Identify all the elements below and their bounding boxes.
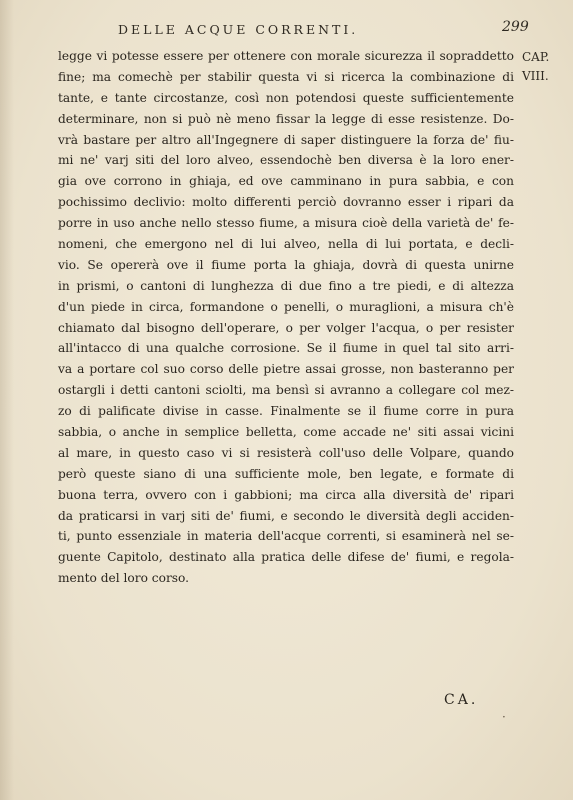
text-line: ostargli i detti cantoni sciolti, ma bensì si avranno a collegare col mez- [58, 383, 514, 398]
text-line: all'intacco di una qualche corrosione. Se il fiume in quel tal sito arri- [58, 341, 514, 356]
text-line: d'un piede in circa, formandone o penelli, o muraglioni, a misura ch'è [58, 299, 514, 314]
text-line: vio. Se opererà ove il fiume porta la ghiaja, dovrà di questa unirne [58, 257, 514, 272]
text-line: buona terra, ovvero con i gabbioni; ma circa alla diversità de' ripari [58, 487, 514, 502]
text-line: porre in uso anche nello stesso fiume, a misura cioè della varietà de' fe- [58, 216, 514, 231]
text-line: guente Capitolo, destinato alla pratica delle difese de' fiumi, e regola- [58, 550, 514, 565]
margin-note-line: VIII. [522, 69, 549, 83]
page-number: 299 [502, 19, 529, 35]
text-line: però queste siano di una sufficiente mole, ben legate, e formate di [58, 466, 514, 481]
page-mark: · [502, 710, 506, 724]
text-line: in prismi, o cantoni di lunghezza di due fino a tre piedi, e di altezza [58, 278, 514, 293]
chapter-margin-note [522, 48, 549, 86]
text-line: zo di palificate divise in casse. Finalmente se il fiume corre in pura [58, 404, 514, 419]
text-line: pochissimo declivio: molto differenti perciò dovranno esser i ripari da [58, 195, 514, 210]
text-line: vrà bastare per altro all'Ingegnere di saper distinguere la forza de' fiu- [58, 132, 514, 147]
text-line: ti, punto essenziale in materia dell'acque correnti, si esaminerà nel se- [58, 529, 514, 544]
text-line: fine; ma comechè per stabilir questa vi si ricerca la combinazione di [58, 69, 514, 84]
text-line: sabbia, o anche in semplice belletta, come accade ne' siti assai vicini [58, 425, 514, 440]
text-line: determinare, non si può nè meno fissar la legge di esse resistenze. Do- [58, 111, 514, 126]
text-line: da praticarsi in varj siti de' fiumi, e secondo le diversità degli acciden- [58, 508, 514, 523]
gutter-shadow [0, 0, 14, 800]
text-line: tante, e tante circostanze, così non potendosi queste sufficientemente [58, 90, 514, 105]
text-line: mento del loro corso. [58, 571, 190, 586]
body-text [58, 46, 514, 589]
catchword: CA. [444, 692, 479, 708]
text-line: va a portare col suo corso delle pietre assai grosse, non basteranno per [58, 362, 514, 377]
margin-note-line: CAP. [522, 50, 550, 64]
text-line: gia ove corrono in ghiaja, ed ove camminano in pura sabbia, e con [58, 174, 514, 189]
text-line: al mare, in questo caso vi si resisterà coll'uso delle Volpare, quando [58, 445, 514, 460]
text-line: nomeni, che emergono nel di lui alveo, nella di lui portata, e decli- [58, 237, 514, 252]
text-line: mi ne' varj siti del loro alveo, essendochè ben diversa è la loro ener- [58, 153, 514, 168]
text-line: legge vi potesse essere per ottenere con morale sicurezza il sopraddetto [58, 49, 514, 63]
text-line: chiamato dal bisogno dell'operare, o per volger l'acqua, o per resister [58, 320, 514, 335]
running-title: DELLE ACQUE CORRENTI. [118, 22, 359, 37]
